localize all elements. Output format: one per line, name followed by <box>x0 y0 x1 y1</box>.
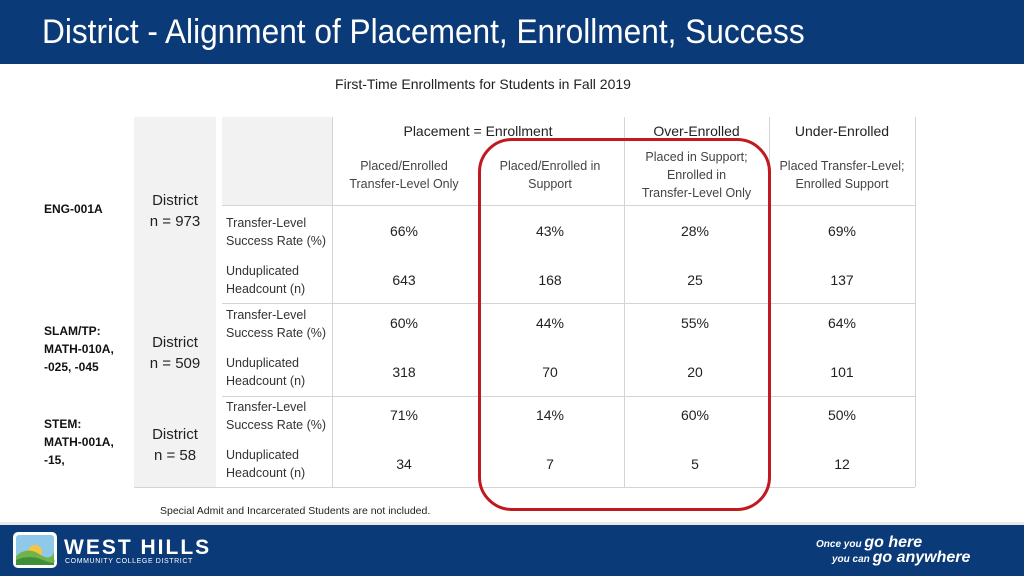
district-cell <box>134 190 216 232</box>
metric-label-success: Transfer-Level Success Rate (%) <box>226 216 327 248</box>
metric-label-headcount: Unduplicated Headcount (n) <box>226 356 306 388</box>
value-cell: 43% <box>535 223 565 239</box>
value-cell: 20 <box>687 364 703 380</box>
grid-line <box>915 117 916 487</box>
value-cell: 7 <box>546 456 554 472</box>
tagline-big: go here <box>864 534 923 551</box>
value-cell: 101 <box>830 364 854 380</box>
district-count: n = 973 <box>149 213 201 230</box>
tagline-small: you can <box>832 554 873 565</box>
course-label-eng: ENG-001A <box>44 202 103 216</box>
value-cell: 168 <box>538 272 562 288</box>
value-cell: 55% <box>680 315 710 331</box>
value-cell: 137 <box>830 272 854 288</box>
logo-subtitle: COMMUNITY COLLEGE DISTRICT <box>65 558 193 565</box>
district-label: District <box>152 426 198 443</box>
value-cell: 66% <box>389 223 419 239</box>
district-count: n = 509 <box>149 355 201 372</box>
metric-label-headcount: Unduplicated Headcount (n) <box>226 264 306 296</box>
group-header-under: Under-Enrolled <box>794 123 890 139</box>
value-cell: 28% <box>680 223 710 239</box>
value-cell: 12 <box>834 456 850 472</box>
value-cell: 71% <box>389 407 419 423</box>
value-cell: 64% <box>827 315 857 331</box>
value-cell: 14% <box>535 407 565 423</box>
district-count: n = 58 <box>153 447 197 464</box>
tagline-line2 <box>832 549 970 567</box>
highlight-outline <box>478 138 771 511</box>
value-cell: 50% <box>827 407 857 423</box>
value-cell: 25 <box>687 272 703 288</box>
course-label-stem: STEM: MATH-001A, -15, <box>44 417 114 467</box>
column-header: Placed Transfer-Level; Enrolled Support <box>779 159 905 191</box>
district-cell <box>134 332 216 374</box>
district-label: District <box>152 334 198 351</box>
column-header: Placed/Enrolled in Support <box>499 159 601 191</box>
district-label: District <box>152 192 198 209</box>
footnote: Special Admit and Incarcerated Students are not included. <box>160 505 431 517</box>
value-cell: 60% <box>680 407 710 423</box>
tagline-small: Once you <box>816 539 865 550</box>
column-header: Placed/Enrolled Transfer-Level Only <box>349 159 459 191</box>
tagline-big: go anywhere <box>872 549 971 566</box>
value-cell: 5 <box>691 456 699 472</box>
column-header: Placed in Support; Enrolled in Transfer-Level Only <box>641 150 752 200</box>
slide-title: District - Alignment of Placement, Enrollment, Success <box>42 13 805 51</box>
group-header-match: Placement = Enrollment <box>403 123 553 139</box>
value-cell: 70 <box>542 364 558 380</box>
metric-label-headcount: Unduplicated Headcount (n) <box>226 448 306 480</box>
hills-logo-icon <box>13 532 57 568</box>
value-cell: 318 <box>392 364 416 380</box>
value-cell: 643 <box>392 272 416 288</box>
logo-wordmark: WEST HILLS <box>64 536 212 559</box>
value-cell: 34 <box>396 456 412 472</box>
value-cell: 69% <box>827 223 857 239</box>
course-label-slam: SLAM/TP: MATH-010A, -025, -045 <box>44 324 114 374</box>
metric-label-success: Transfer-Level Success Rate (%) <box>226 308 327 340</box>
district-cell <box>134 424 216 466</box>
value-cell: 60% <box>389 315 419 331</box>
header-spacer <box>222 117 332 205</box>
group-header-over: Over-Enrolled <box>653 123 740 139</box>
value-cell: 44% <box>535 315 565 331</box>
table-subtitle: First-Time Enrollments for Students in Fall 2019 <box>335 76 631 92</box>
metric-label-success: Transfer-Level Success Rate (%) <box>226 400 327 432</box>
